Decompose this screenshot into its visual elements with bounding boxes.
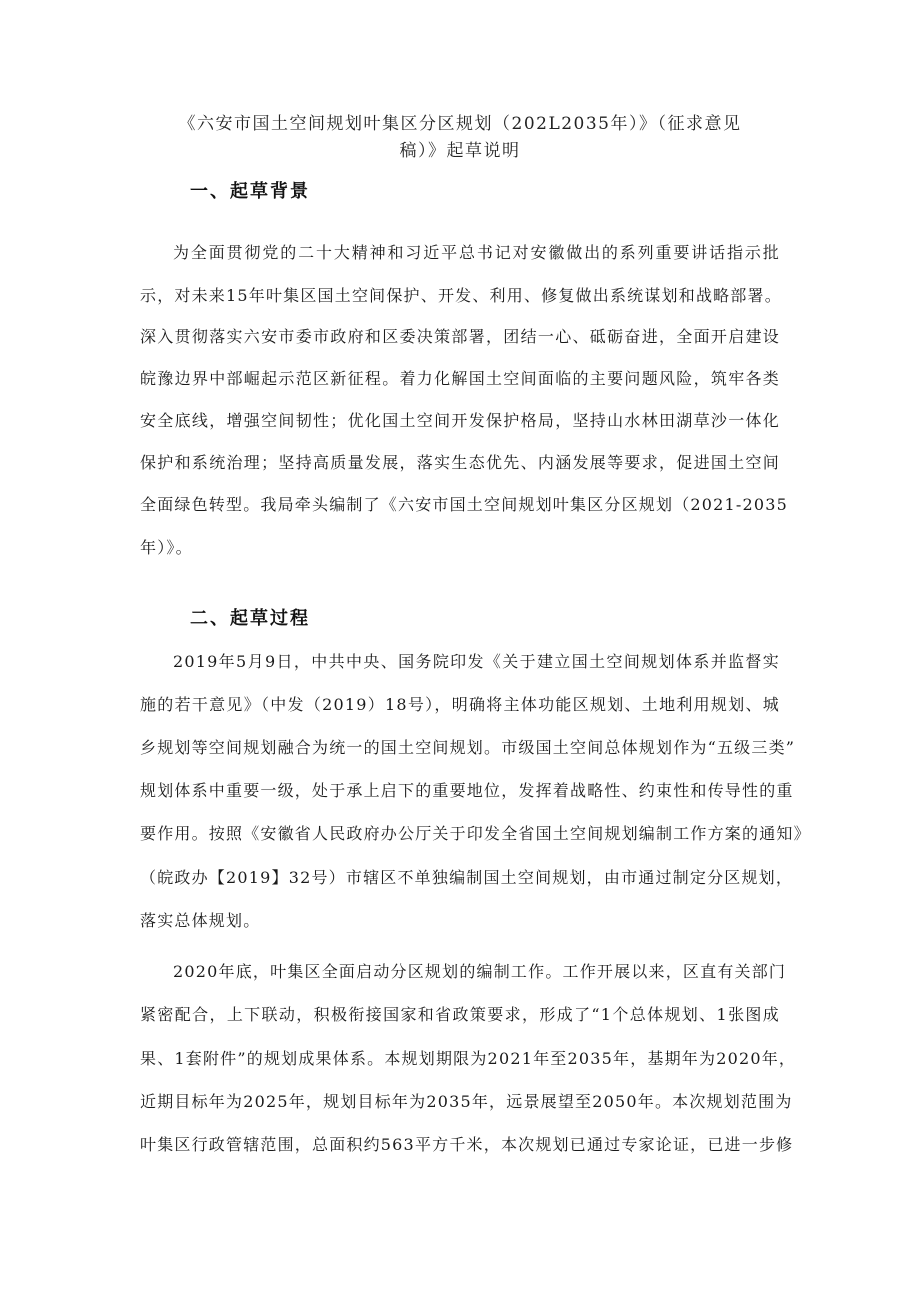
paragraph-line: 2020年底，叶集区全面启动分区规划的编制工作。工作开展以来，区直有关部门	[173, 962, 787, 981]
paragraph-line: 年）》。	[140, 538, 193, 557]
paragraph-line: 叶集区行政管辖范围，总面积约563平方千米，本次规划已通过专家论证，已进一步修	[140, 1135, 794, 1154]
paragraph-line: 全面绿色转型。我局牵头编制了《六安市国土空间规划叶集区分区规划（2021-2035	[140, 495, 789, 514]
section-heading-process: 二、起草过程	[190, 608, 310, 629]
paragraph-line: 2019年5月9日，中共中央、国务院印发《关于建立国土空间规划体系并监督实	[173, 652, 780, 671]
paragraph-line: 为全面贯彻党的二十大精神和习近平总书记对安徽做出的系列重要讲话指示批	[173, 243, 780, 262]
paragraph-line: 要作用。按照《安徽省人民政府办公厅关于印发全省国土空间规划编制工作方案的通知》	[140, 824, 811, 843]
paragraph-line: 紧密配合，上下联动，积极衔接国家和省政策要求，形成了“1个总体规划、1张图成	[140, 1005, 780, 1024]
document-title-line-1: 《六安市国土空间规划叶集区分区规划（202L2035年）》（征求意见	[178, 114, 742, 134]
paragraph-line: 规划体系中重要一级，处于承上启下的重要地位，发挥着战略性、约束性和传导性的重	[140, 781, 794, 800]
paragraph-line: 施的若干意见》（中发（2019）18号），明确将主体功能区规划、土地利用规划、城	[140, 695, 780, 714]
paragraph-line: （皖政办【2019】32号）市辖区不单独编制国土空间规划，由市通过制定分区规划，	[140, 868, 794, 887]
paragraph-line: 皖豫边界中部崛起示范区新征程。着力化解国土空间面临的主要问题风险，筑牢各类	[140, 369, 780, 388]
paragraph-line: 深入贯彻落实六安市委市政府和区委决策部署，团结一心、砥砺奋进，全面开启建设	[140, 327, 780, 346]
paragraph-line: 示，对未来15年叶集区国土空间保护、开发、利用、修复做出系统谋划和战略部署。	[140, 286, 782, 305]
paragraph-line: 近期目标年为2025年，规划目标年为2035年，远景展望至2050年。本次规划范围为	[140, 1092, 793, 1111]
paragraph-line: 果、1套附件”的规划成果体系。本规划期限为2021年至2035年，基期年为2020年，	[140, 1049, 797, 1068]
section-heading-background: 一、起草背景	[190, 181, 310, 202]
paragraph-line: 保护和系统治理；坚持高质量发展，落实生态优先、内涵发展等要求，促进国土空间	[140, 453, 780, 472]
paragraph-line: 安全底线，增强空间韧性；优化国土空间开发保护格局，坚持山水林田湖草沙一体化	[140, 411, 780, 430]
paragraph-line: 落实总体规划。	[140, 911, 261, 930]
paragraph-line: 乡规划等空间规划融合为统一的国土空间规划。市级国土空间总体规划作为“五级三类”	[140, 738, 796, 757]
document-title-line-2: 稿）》起草说明	[399, 141, 521, 161]
